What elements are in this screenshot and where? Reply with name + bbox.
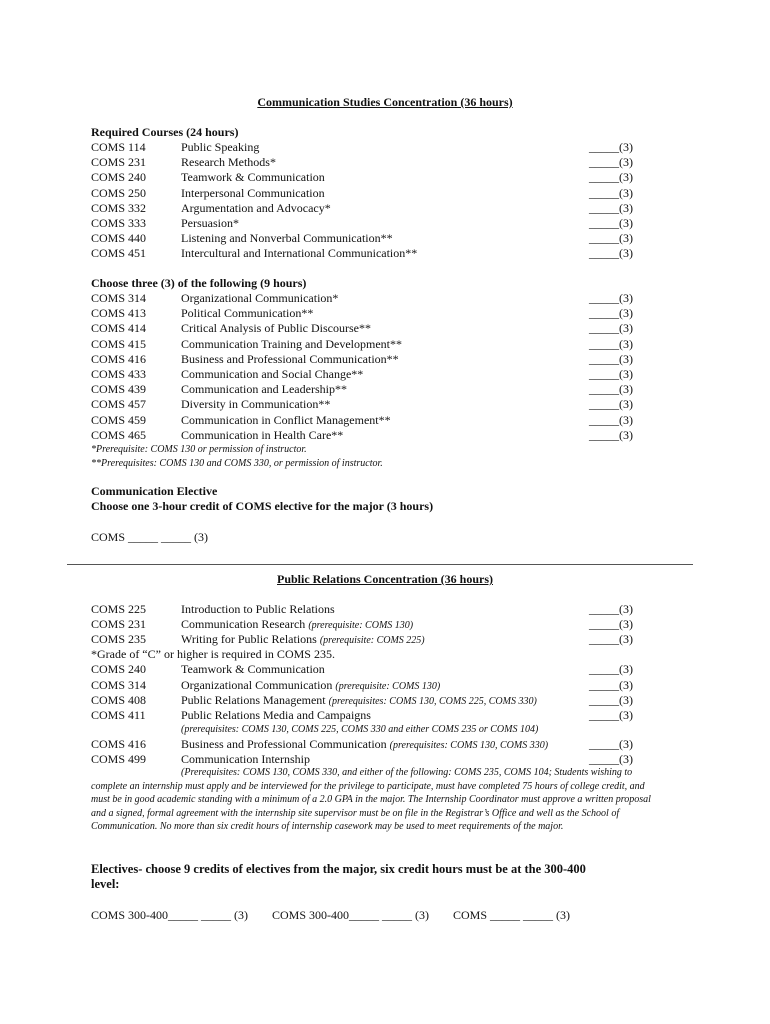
credit-blank: _____(3) [589, 231, 633, 246]
course-title [181, 140, 259, 154]
course-title [181, 632, 425, 647]
credit-blank: _____(3) [589, 246, 633, 261]
course-code: COMS 231 [91, 155, 147, 170]
credit-blank: _____(3) [589, 632, 633, 646]
course-title [181, 306, 313, 320]
course-code: COMS 414 [91, 321, 147, 336]
credit-blank: _____(3) [589, 752, 633, 766]
comm-elective-line: COMS _____ _____ (3) [91, 530, 209, 544]
course-code: COMS 314 [91, 678, 147, 692]
course-name: Organizational Communication* [181, 291, 339, 305]
course-title [181, 231, 393, 245]
course-code: COMS 413 [91, 306, 147, 321]
course-title [181, 693, 537, 708]
credit-blank: _____(3) [589, 708, 633, 722]
course-name: Communication and Leadership** [181, 382, 347, 397]
course-name: Research Methods* [181, 155, 276, 170]
course-code: COMS 240 [91, 170, 147, 185]
credit-blank: _____(3) [589, 216, 633, 230]
course-name: Teamwork & Communication [181, 662, 325, 676]
course-prereq: (prerequisite: COMS 225) [319, 635, 425, 646]
credit-blank: _____(3) [589, 155, 633, 170]
electives-slot-3: COMS _____ _____ (3) [453, 908, 571, 922]
section-divider [67, 564, 693, 565]
course-code: COMS 314 [91, 291, 147, 305]
course-title [181, 678, 440, 693]
electives-slot-2: COMS 300-400_____ _____ (3) [272, 908, 430, 922]
comm-elective-heading: Communication Elective [91, 484, 218, 498]
credit-blank: _____(3) [589, 737, 633, 751]
course-title [181, 617, 413, 632]
electives-slot-1: COMS 300-400_____ _____ (3) [91, 908, 249, 922]
credit-blank: _____(3) [589, 306, 633, 321]
course-name: Argumentation and Advocacy* [181, 200, 331, 215]
course-title [181, 428, 343, 442]
credit-blank: _____(3) [589, 397, 633, 412]
course-code: COMS 457 [91, 397, 147, 412]
course-title [181, 291, 338, 305]
course-code: COMS 250 [91, 185, 147, 200]
course-name: Listening and Nonverbal Communication** [181, 231, 393, 246]
credit-blank: _____(3) [589, 170, 633, 185]
course-code: COMS 439 [91, 382, 147, 397]
course-name: Critical Analysis of Public Discourse** [181, 321, 371, 336]
course-prereq: (prerequisites: COMS 130, COMS 225, COMS 330) [328, 696, 537, 707]
credit-blank: _____(3) [589, 412, 633, 427]
course-code: COMS 416 [91, 737, 147, 751]
course-title [181, 201, 331, 215]
course-name: Intercultural and International Communication** [181, 246, 418, 261]
credit-blank: _____(3) [589, 291, 633, 305]
course-name: Interpersonal Communication [181, 185, 325, 200]
credit-blank: _____(3) [589, 617, 633, 631]
electives-heading-line1: Electives- choose 9 credits of electives from the major, six credit hours must be at the 300-400 [91, 862, 586, 876]
course-code: COMS 225 [91, 602, 147, 616]
comm-studies-title: Communication Studies Concentration (36 hours) [257, 95, 513, 109]
course-code: COMS 415 [91, 336, 147, 351]
course-code: COMS 465 [91, 427, 147, 442]
course-name: Writing for Public Relations [181, 632, 317, 646]
course-name: Business and Professional Communication** [181, 351, 399, 366]
course-code: COMS 333 [91, 216, 147, 230]
course-code: COMS 408 [91, 693, 147, 707]
credit-blank: _____(3) [589, 382, 633, 397]
course-title [181, 367, 363, 381]
prereq-note-1: *Prerequisite: COMS 130 or permission of instructor. [91, 444, 307, 455]
course-name: Persuasion* [181, 216, 239, 230]
course-name: Communication and Social Change** [181, 367, 364, 381]
course-name: Organizational Communication [181, 678, 333, 692]
credit-blank: _____(3) [589, 662, 633, 676]
course-name: Teamwork & Communication [181, 170, 325, 185]
credit-blank: _____(3) [589, 351, 633, 366]
credit-blank: _____(3) [589, 367, 633, 381]
course-name: Communication Research [181, 617, 306, 631]
course-title [181, 170, 325, 184]
internship-paragraph [91, 766, 651, 834]
course-title [181, 708, 371, 722]
course-code: COMS 416 [91, 351, 147, 366]
coms411-prereq: (prerequisites: COMS 130, COMS 225, COMS 330 and either COMS 235 or COMS 104) [181, 724, 539, 735]
course-name: Business and Professional Communication [181, 737, 387, 751]
comm-elective-subheading: Choose one 3-hour credit of COMS elective for the major (3 hours) [91, 499, 434, 513]
course-code: COMS 114 [91, 140, 146, 154]
course-title [181, 413, 391, 427]
course-title [181, 352, 399, 366]
course-title [181, 397, 330, 411]
prereq-note-2: **Prerequisites: COMS 130 and COMS 330, or permission of instructor. [91, 458, 383, 469]
credit-blank: _____(3) [589, 336, 633, 351]
required-courses-heading: Required Courses (24 hours) [91, 125, 239, 139]
credit-blank: _____(3) [589, 678, 633, 692]
course-code: COMS 433 [91, 367, 147, 381]
course-title [181, 216, 239, 230]
credit-blank: _____(3) [589, 185, 633, 200]
course-title [181, 752, 310, 766]
course-code: COMS 240 [91, 662, 147, 676]
course-title [181, 382, 347, 396]
course-title [181, 602, 335, 616]
course-code: COMS 231 [91, 617, 147, 631]
course-title [181, 186, 325, 200]
grade-note: *Grade of “C” or higher is required in COMS 235. [91, 647, 335, 661]
course-code: COMS 499 [91, 752, 147, 766]
course-code: COMS 459 [91, 412, 147, 427]
electives-heading-line2: level: [91, 877, 120, 891]
course-prereq: (prerequisites: COMS 130, COMS 330) [389, 740, 549, 751]
credit-blank: _____(3) [589, 602, 633, 616]
credit-blank: _____(3) [589, 140, 633, 154]
choose-three-heading: Choose three (3) of the following (9 hours) [91, 276, 307, 290]
course-title [181, 662, 325, 676]
course-code: COMS 235 [91, 632, 147, 646]
course-code: COMS 440 [91, 231, 147, 246]
internship-text: (Prerequisites: COMS 130, COMS 330, and either of the following: COMS 235, COMS 104; Students wishing to complete an internship must apply and be interviewed for the privilege to participate, must have completed 75 hours of college credit, and must be in good academic standing with a minimum of a 2.0 GPA in the major. The Internship Coordinator must approve a written proposal and a signed, formal agreement with the internship site supervisor must be on file in the Registrar’s Office and well as the School of Communication. No more than six credit hours of internship casework may be used to meet requirements of the major. [91, 767, 651, 832]
course-prereq: (prerequisite: COMS 130) [335, 681, 441, 692]
course-name: Public Relations Management [181, 693, 326, 707]
course-code: COMS 332 [91, 200, 147, 215]
pr-title: Public Relations Concentration (36 hours) [277, 572, 493, 586]
credit-blank: _____(3) [589, 693, 633, 707]
course-title [181, 737, 548, 752]
course-name: Public Speaking [181, 140, 260, 154]
course-title [181, 337, 402, 351]
credit-blank: _____(3) [589, 200, 633, 215]
course-name: Public Relations Media and Campaigns [181, 708, 371, 722]
course-prereq: (prerequisite: COMS 130) [308, 620, 414, 631]
course-title [181, 321, 371, 335]
course-name: Communication in Health Care** [181, 427, 344, 442]
course-name: Diversity in Communication** [181, 397, 331, 412]
credit-blank: _____(3) [589, 427, 633, 442]
course-name: Communication Internship [181, 752, 310, 766]
credit-blank: _____(3) [589, 321, 633, 336]
course-name: Introduction to Public Relations [181, 602, 335, 616]
course-name: Political Communication** [181, 306, 314, 321]
course-name: Communication in Conflict Management** [181, 412, 391, 427]
course-title [181, 155, 276, 169]
course-code: COMS 451 [91, 246, 147, 261]
course-code: COMS 411 [91, 708, 146, 722]
course-title [181, 246, 417, 260]
course-name: Communication Training and Development** [181, 336, 402, 351]
